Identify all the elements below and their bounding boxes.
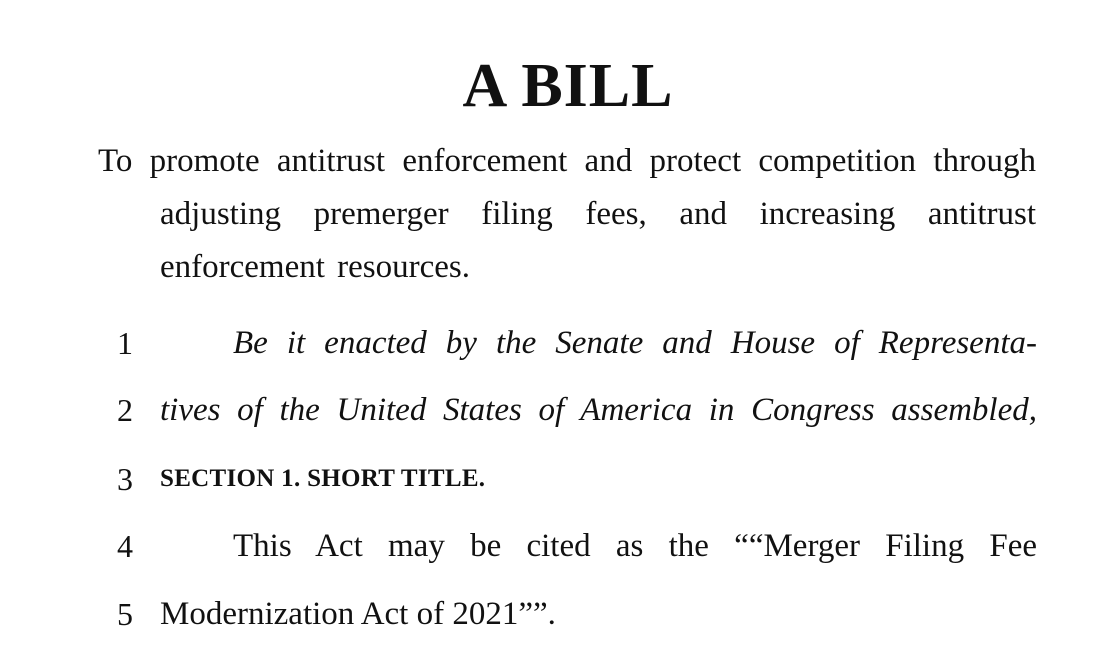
bill-line-3 bbox=[0, 449, 1120, 509]
section-body-text: Modernization Act of 2021””. bbox=[160, 596, 556, 632]
enacting-clause-text: Be it enacted by the Senate and House of Representa- bbox=[233, 325, 1037, 361]
bill-line-1 bbox=[0, 313, 1120, 373]
section-heading: SECTION 1. SHORT TITLE. bbox=[160, 465, 486, 492]
bill-title: A BILL bbox=[462, 52, 674, 120]
bill-line-5 bbox=[0, 584, 1120, 644]
bill-line-4 bbox=[0, 516, 1120, 576]
line-number: 2 bbox=[117, 392, 133, 428]
bill-line-2 bbox=[0, 380, 1120, 440]
enacting-clause-text: tives of the United States of America in Congress assembled, bbox=[160, 392, 1037, 428]
line-number: 5 bbox=[117, 596, 133, 632]
line-number: 4 bbox=[117, 528, 133, 564]
section-body-text: This Act may be cited as the ““Merger Filing Fee bbox=[233, 528, 1037, 564]
line-number: 3 bbox=[117, 461, 133, 497]
bill-purpose: To promote antitrust enforcement and protect competition through adjusting premerger filing fees, and increasing antitrust enforcement resources. bbox=[98, 143, 1036, 285]
line-number: 1 bbox=[117, 325, 133, 361]
